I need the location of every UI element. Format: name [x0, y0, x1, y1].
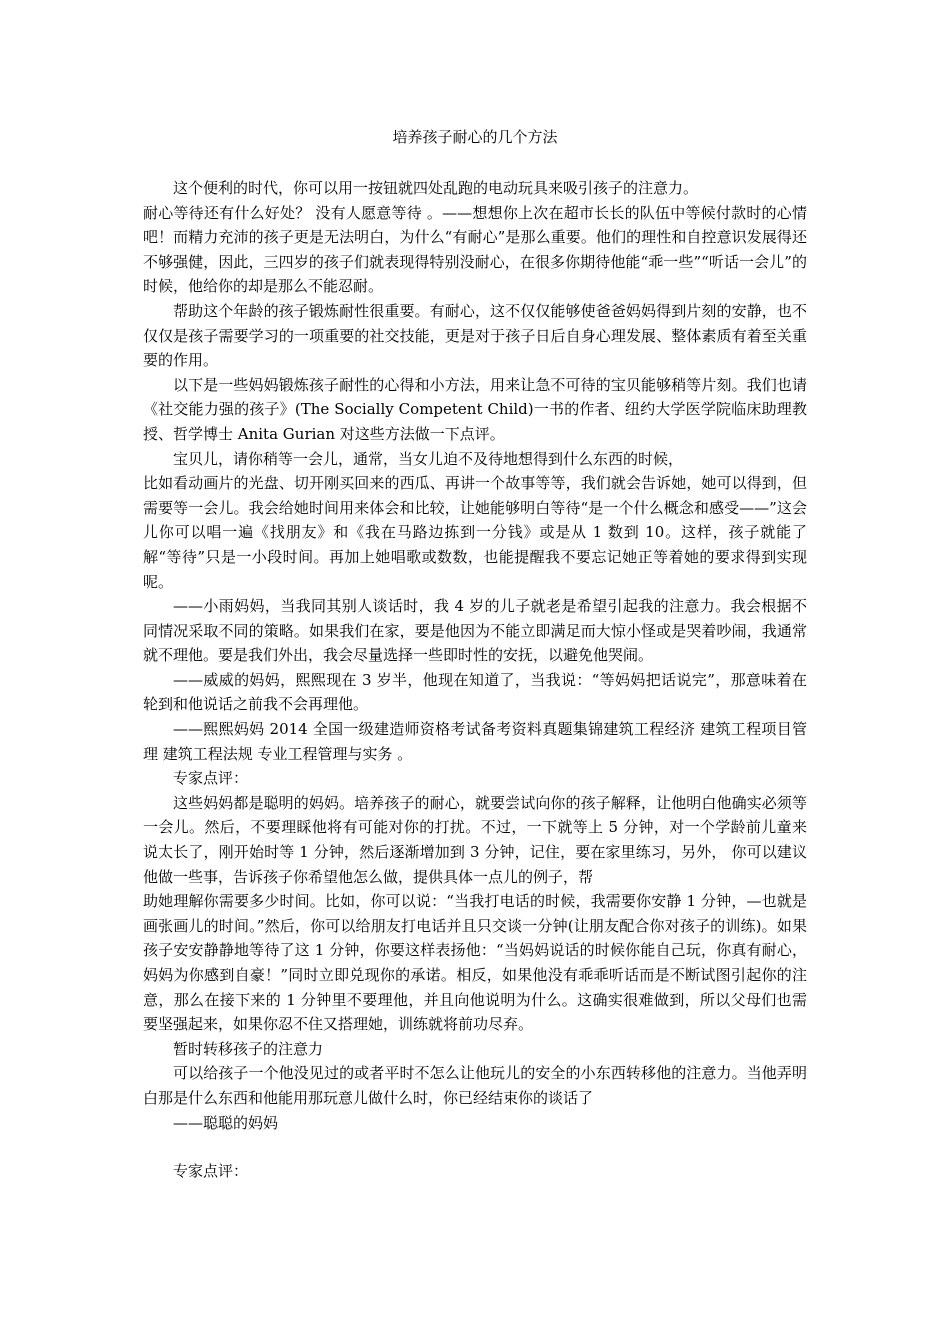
paragraph: ——威威的妈妈，熙熙现在 3 岁半，他现在知道了，当我说：“等妈妈把话说完”，那意味着在轮到和他说话之前我不会再理他。 [143, 670, 807, 714]
paragraph: 耐心等待还有什么好处？ 没有人愿意等待 。——想想你上次在超市长长的队伍中等候付款时的心情吧！而精力充沛的孩子更是无法明白，为什么“有耐心”是那么重要。他们的理性和自控意识发展得还不够强健，因此，三四岁的孩子们就表现得特别没耐心，在很多你期待他能“乖一些”“听话一会儿”的时候，他给你的却是那么不能忍耐。 [143, 203, 807, 296]
paragraph: ——小雨妈妈，当我同其别人谈话时，我 4 岁的儿子就老是希望引起我的注意力。我会根据不同情况采取不同的策略。如果我们在家，要是他因为不能立即满足而大惊小怪或是哭着吵闹，我通常就不理他。要是我们外出，我会尽量选择一些即时性的安抚，以避免他哭闹。 [143, 597, 807, 665]
section-heading: 暂时转移孩子的注意力 [173, 1039, 324, 1058]
section-label: 专家点评： [173, 1162, 249, 1181]
paragraph: 这个便利的时代，你可以用一按钮就四处乱跑的电动玩具来吸引孩子的注意力。 [173, 179, 699, 197]
paragraph: 帮助这个年龄的孩子锻炼耐性很重要。有耐心，这不仅仅能够使爸爸妈妈得到片刻的安静，也不仅仅是孩子需要学习的一项重要的社交技能，更是对于孩子日后自身心理发展、整体素质有着至关重要的作用。 [143, 301, 807, 370]
paragraph: ——熙熙妈妈 2014 全国一级建造师资格考试备考资料真题集锦建筑工程经济 建筑工程项目管理 建筑工程法规 专业工程管理与实务 。 [143, 720, 807, 763]
paragraph: 可以给孩子一个他没见过的或者平时不怎么让他玩儿的安全的小东西转移他的注意力。当他弄明白那是什么东西和他能用那玩意儿做什么时，你已经结束你的谈话了 [143, 1064, 807, 1107]
paragraph: 宝贝儿，请你稍等一会儿，通常，当女儿迫不及待地想得到什么东西的时候， [173, 449, 684, 468]
document-title: 培养孩子耐心的几个方法 [392, 128, 558, 146]
attribution: ——聪聪的妈妈 [173, 1113, 279, 1132]
paragraph: 比如看动画片的光盘、切开刚买回来的西瓜、再讲一个故事等等，我们就会告诉她，她可以得到，但需要等一会儿。我会给她时间用来体会和比较，让她能够明白等待“是一个什么概念和感受——”这会儿你可以唱一遍《找朋友》和《我在马路边拣到一分钱》或是从 1 数到 10。这样，孩子就能了解“等待”只是一小段时间。再加上她唱歌或数数，也能提醒我不要忘记她正等着她的要求得到实现呢。 [143, 474, 807, 591]
document-body [143, 176, 807, 1184]
paragraph: 以下是一些妈妈锻炼孩子耐性的心得和小方法，用来让急不可待的宝贝能够稍等片刻。我们也请《社交能力强的孩子》(The Socially Competent Child)一书的作者、纽约大学医学院临床助理教授、哲学博士 Anita Gurian 对这些方法做一下点评。 [143, 375, 807, 443]
paragraph: 这些妈妈都是聪明的妈妈。培养孩子的耐心，就要尝试向你的孩子解释，让他明白他确实必须等一会儿。然后，不要理睬他将有可能对你的打扰。不过，一下就等上 5 分钟，对一个学龄前儿童来说太长了，刚开始时等 1 分钟，然后逐渐增加到 3 分钟，记住，要在家里练习，另外， 你可以建议他做一些事，告诉孩子你希望他怎么做，提供具体一点儿的例子，帮 [143, 793, 807, 886]
paragraph: 助她理解你需要多少时间。比如，你可以说：“当我打电话的时候，我需要你安静 1 分钟，—也就是画张画儿的时间。”然后，你可以给朋友打电话并且只交谈一分钟(让朋友配合你对孩子的训练)。如果孩子安安静静地等待了这 1 分钟，你要这样表扬他：“当妈妈说话的时候你能自己玩，你真有耐心，妈妈为你感到自豪！”同时立即兑现你的承诺。相反，如果他没有乖乖听话而是不断试图引起你的注意，那么在接下来的 1 分钟里不要理他，并且向他说明为什么。这确实很难做到，所以父母们也需要坚强起来，如果你忍不住又搭理她，训练就将前功尽弃。 [143, 892, 807, 1034]
section-label: 专家点评： [173, 769, 249, 788]
